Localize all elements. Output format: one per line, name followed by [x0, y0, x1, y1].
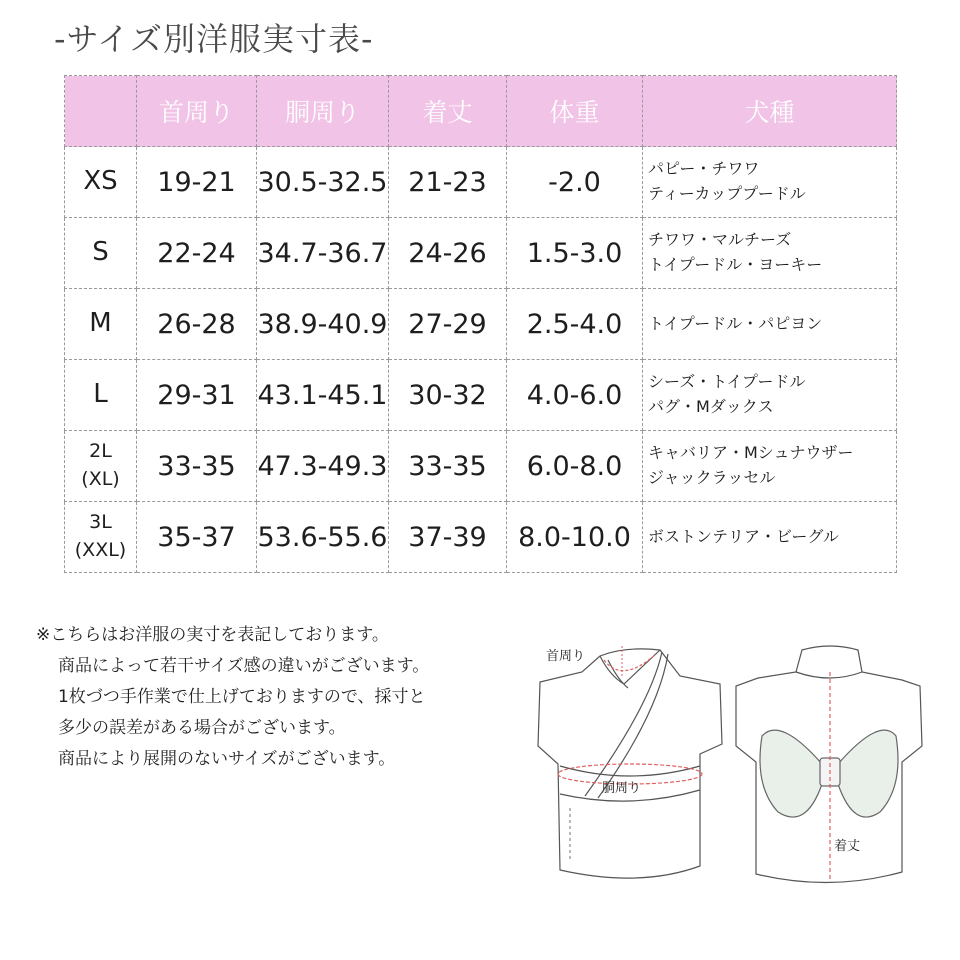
length-cell: 27-29 — [389, 289, 507, 360]
size-cell — [65, 289, 137, 360]
breed-line: トイプードル・パピヨン — [648, 313, 823, 333]
note-line: 商品により展開のないサイズがございます。 — [58, 749, 396, 769]
breed-line: ジャックラッセル — [648, 468, 776, 487]
garment-measurement-diagram — [530, 636, 930, 896]
size-label-alt: (XL) — [81, 468, 120, 490]
weight-cell: 6.0-8.0 — [507, 431, 643, 502]
chest-cell: 47.3-49.3 — [257, 431, 389, 502]
table-header-row — [65, 76, 897, 147]
notes-block — [36, 620, 429, 775]
size-label: 2L — [89, 440, 112, 463]
note-line: 多少の誤差がある場合がございます。 — [58, 718, 346, 738]
size-label: 3L — [89, 511, 112, 534]
header-length: 着丈 — [389, 76, 507, 147]
neck-cell: 26-28 — [137, 289, 257, 360]
breed-line: トイプードル・ヨーキー — [648, 255, 823, 274]
size-cell — [65, 502, 137, 573]
table-row — [65, 502, 897, 573]
breed-line: ティーカッププードル — [648, 184, 806, 203]
neck-cell: 29-31 — [137, 360, 257, 431]
breed-cell — [643, 360, 897, 431]
header-weight: 体重 — [507, 76, 643, 147]
breed-line: シーズ・トイプードル — [648, 372, 806, 392]
front-garment-illustration — [538, 649, 722, 878]
neck-cell: 35-37 — [137, 502, 257, 573]
page-title: -サイズ別洋服実寸表- — [54, 20, 374, 58]
breed-line: キャバリア・Mシュナウザー — [648, 443, 854, 463]
chest-cell: 38.9-40.9 — [257, 289, 389, 360]
chest-cell: 43.1-45.1 — [257, 360, 389, 431]
size-cell — [65, 360, 137, 431]
neck-cell: 33-35 — [137, 431, 257, 502]
chest-cell: 34.7-36.7 — [257, 218, 389, 289]
length-cell: 30-32 — [389, 360, 507, 431]
size-cell — [65, 218, 137, 289]
length-cell: 21-23 — [389, 147, 507, 218]
header-neck: 首周り — [137, 76, 257, 147]
length-label: 着丈 — [834, 839, 861, 854]
breed-line: パピー・チワワ — [648, 159, 760, 179]
neck-cell: 22-24 — [137, 218, 257, 289]
size-label: M — [89, 308, 112, 339]
weight-cell: 4.0-6.0 — [507, 360, 643, 431]
breed-cell — [643, 218, 897, 289]
neck-cell: 19-21 — [137, 147, 257, 218]
breed-cell — [643, 289, 897, 360]
note-line: 1枚づつ手作業で仕上げておりますので、採寸と — [58, 687, 426, 707]
breed-cell — [643, 502, 897, 573]
size-label: S — [92, 237, 109, 268]
neck-label: 首周り — [546, 649, 586, 664]
table-row — [65, 147, 897, 218]
length-cell: 33-35 — [389, 431, 507, 502]
chest-label: 胴周り — [602, 781, 642, 796]
table-row — [65, 218, 897, 289]
note-line: 商品によって若干サイズ感の違いがございます。 — [58, 656, 430, 676]
size-chart-table — [64, 75, 897, 573]
note-line: ※こちらはお洋服の実寸を表記しております。 — [36, 625, 389, 645]
weight-cell: 8.0-10.0 — [507, 502, 643, 573]
size-label-alt: (XXL) — [74, 539, 127, 561]
length-cell: 24-26 — [389, 218, 507, 289]
weight-cell: 2.5-4.0 — [507, 289, 643, 360]
length-cell: 37-39 — [389, 502, 507, 573]
breed-line: チワワ・マルチーズ — [648, 230, 792, 250]
size-label: L — [93, 379, 108, 410]
size-label: XS — [83, 166, 118, 197]
weight-cell: -2.0 — [507, 147, 643, 218]
chest-cell: 53.6-55.6 — [257, 502, 389, 573]
weight-cell: 1.5-3.0 — [507, 218, 643, 289]
size-cell — [65, 147, 137, 218]
breed-cell — [643, 431, 897, 502]
table-row — [65, 431, 897, 502]
header-size — [65, 76, 137, 147]
breed-line: ボストンテリア・ビーグル — [648, 526, 839, 546]
header-chest: 胴周り — [257, 76, 389, 147]
table-row — [65, 360, 897, 431]
breed-cell — [643, 147, 897, 218]
breed-line: パグ・Mダックス — [648, 397, 774, 416]
header-breed: 犬種 — [643, 76, 897, 147]
chest-cell: 30.5-32.5 — [257, 147, 389, 218]
size-cell — [65, 431, 137, 502]
table-row — [65, 289, 897, 360]
